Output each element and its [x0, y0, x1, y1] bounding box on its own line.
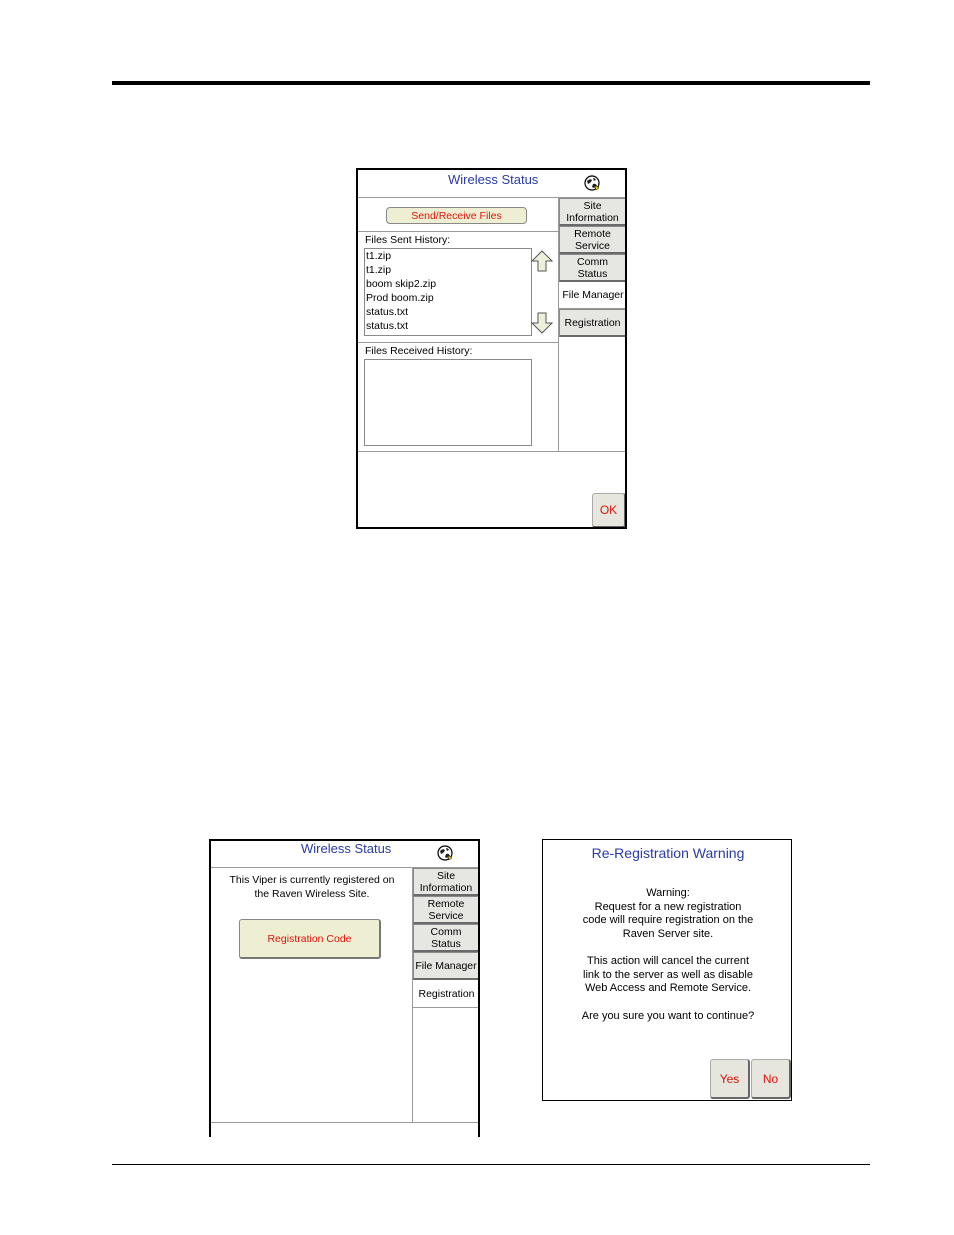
list-item[interactable]: t1.zip	[366, 250, 392, 262]
tab-registration[interactable]: Registration	[412, 980, 480, 1008]
screen-title: Wireless Status	[448, 172, 539, 187]
file-manager-screen	[356, 168, 627, 529]
scroll-down-arrow-icon[interactable]	[531, 312, 553, 334]
confirm-question: Are you sure you want to continue?	[581, 1010, 755, 1022]
tab-site-information[interactable]: Site Information	[559, 198, 627, 226]
files-sent-label: Files Sent History:	[365, 234, 451, 246]
tab-file-manager[interactable]: File Manager	[413, 952, 480, 980]
tab-remote-service[interactable]: Remote Service	[559, 226, 627, 254]
send-receive-files-button[interactable]: Send/Receive Files	[386, 207, 527, 224]
tab-registration[interactable]: Registration	[559, 309, 627, 337]
footer-divider	[358, 451, 627, 452]
registration-code-button[interactable]: Registration Code	[239, 919, 381, 959]
dialog-title: Re-Registration Warning	[591, 845, 745, 861]
no-button[interactable]: No	[751, 1059, 791, 1099]
tab-file-manager[interactable]: File Manager	[558, 282, 627, 309]
files-sent-list[interactable]	[364, 248, 532, 336]
page-header-rule	[112, 81, 870, 85]
list-item[interactable]: boom skip2.zip	[366, 278, 437, 290]
screen-title: Wireless Status	[301, 841, 392, 856]
registration-screen	[209, 839, 480, 1137]
tab-comm-status[interactable]: Comm Status	[559, 254, 627, 282]
ok-button[interactable]: OK	[592, 493, 626, 528]
section-divider	[358, 231, 559, 232]
tab-comm-status[interactable]: Comm Status	[413, 924, 480, 952]
warning-text: Warning: Request for a new registration code will require registration on the Raven Server site.	[582, 887, 754, 940]
list-item[interactable]: Prod boom.zip	[366, 292, 434, 304]
list-item[interactable]: t1.zip	[366, 264, 392, 276]
registration-status-message: This Viper is currently registered on the Raven Wireless Site.	[229, 874, 395, 900]
reregistration-warning-dialog	[542, 839, 792, 1101]
globe-icon[interactable]	[584, 175, 600, 191]
section-divider	[358, 342, 559, 343]
action-consequence-text: This action will cancel the current link to the server as well as disable Web Access and Remote Service.	[583, 955, 753, 994]
globe-icon[interactable]	[437, 845, 453, 861]
footer-divider	[211, 1122, 480, 1123]
files-received-list[interactable]	[364, 359, 532, 446]
scroll-up-arrow-icon[interactable]	[531, 250, 553, 272]
yes-button[interactable]: Yes	[710, 1059, 750, 1099]
tab-site-information[interactable]: Site Information	[413, 868, 480, 896]
list-item[interactable]: status.txt	[366, 306, 409, 318]
list-item[interactable]: status.txt	[366, 320, 409, 332]
files-received-label: Files Received History:	[365, 345, 473, 357]
page-footer-rule	[112, 1164, 870, 1165]
tab-remote-service[interactable]: Remote Service	[413, 896, 480, 924]
